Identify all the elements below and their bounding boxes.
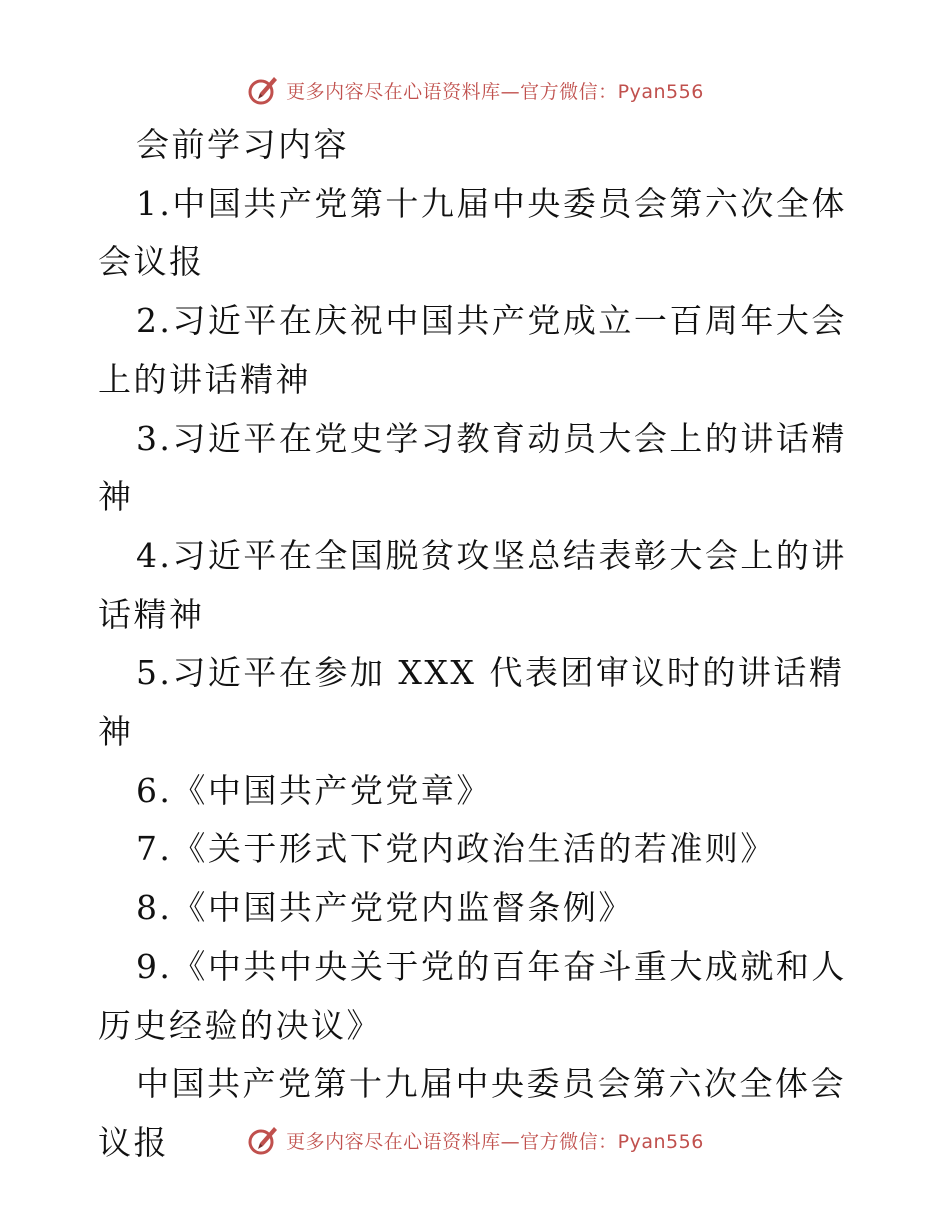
footer-banner-inner [246,1123,704,1157]
header-banner-inner [246,73,704,107]
document-body [98,116,858,1173]
list-item-8: 8.《中国共产党党内监督条例》 [135,888,634,928]
list-item-2: 2.习近平在庆祝中国共产党成立一百周年大会上的讲话精神 [98,301,847,399]
list-item-5: 5.习近平在参加 XXX 代表团审议时的讲话精神 [98,653,845,752]
section-title: 中国共产党第十九届中央委员会第六次全体会议报 [98,1064,846,1162]
section-heading: 会前学习内容 [135,125,349,164]
footer-banner [0,1118,950,1162]
list-item-6: 6.《中国共产党党章》 [135,770,492,810]
list-item-3: 3.习近平在党史学习教育动员大会上的讲话精神 [98,418,847,517]
list-item-4: 4.习近平在全国脱贫攻坚总结表彰大会上的讲话精神 [98,535,847,634]
list-item-1: 1.中国共产党第十九届中央委员会第六次全体会议报 [98,183,847,282]
pen-logo-icon [246,1123,280,1157]
pen-logo-icon [246,73,280,107]
footer-banner-text: 更多内容尽在心语资料库—官方微信：Pyan556 [286,1130,704,1153]
list-item-9: 9.《中共中央关于党的百年奋斗重大成就和人历史经验的决议》 [98,946,847,1045]
header-banner [0,68,950,112]
list-item-7: 7.《关于形式下党内政治生活的若准则》 [135,829,776,869]
header-banner-text: 更多内容尽在心语资料库—官方微信：Pyan556 [286,80,704,103]
